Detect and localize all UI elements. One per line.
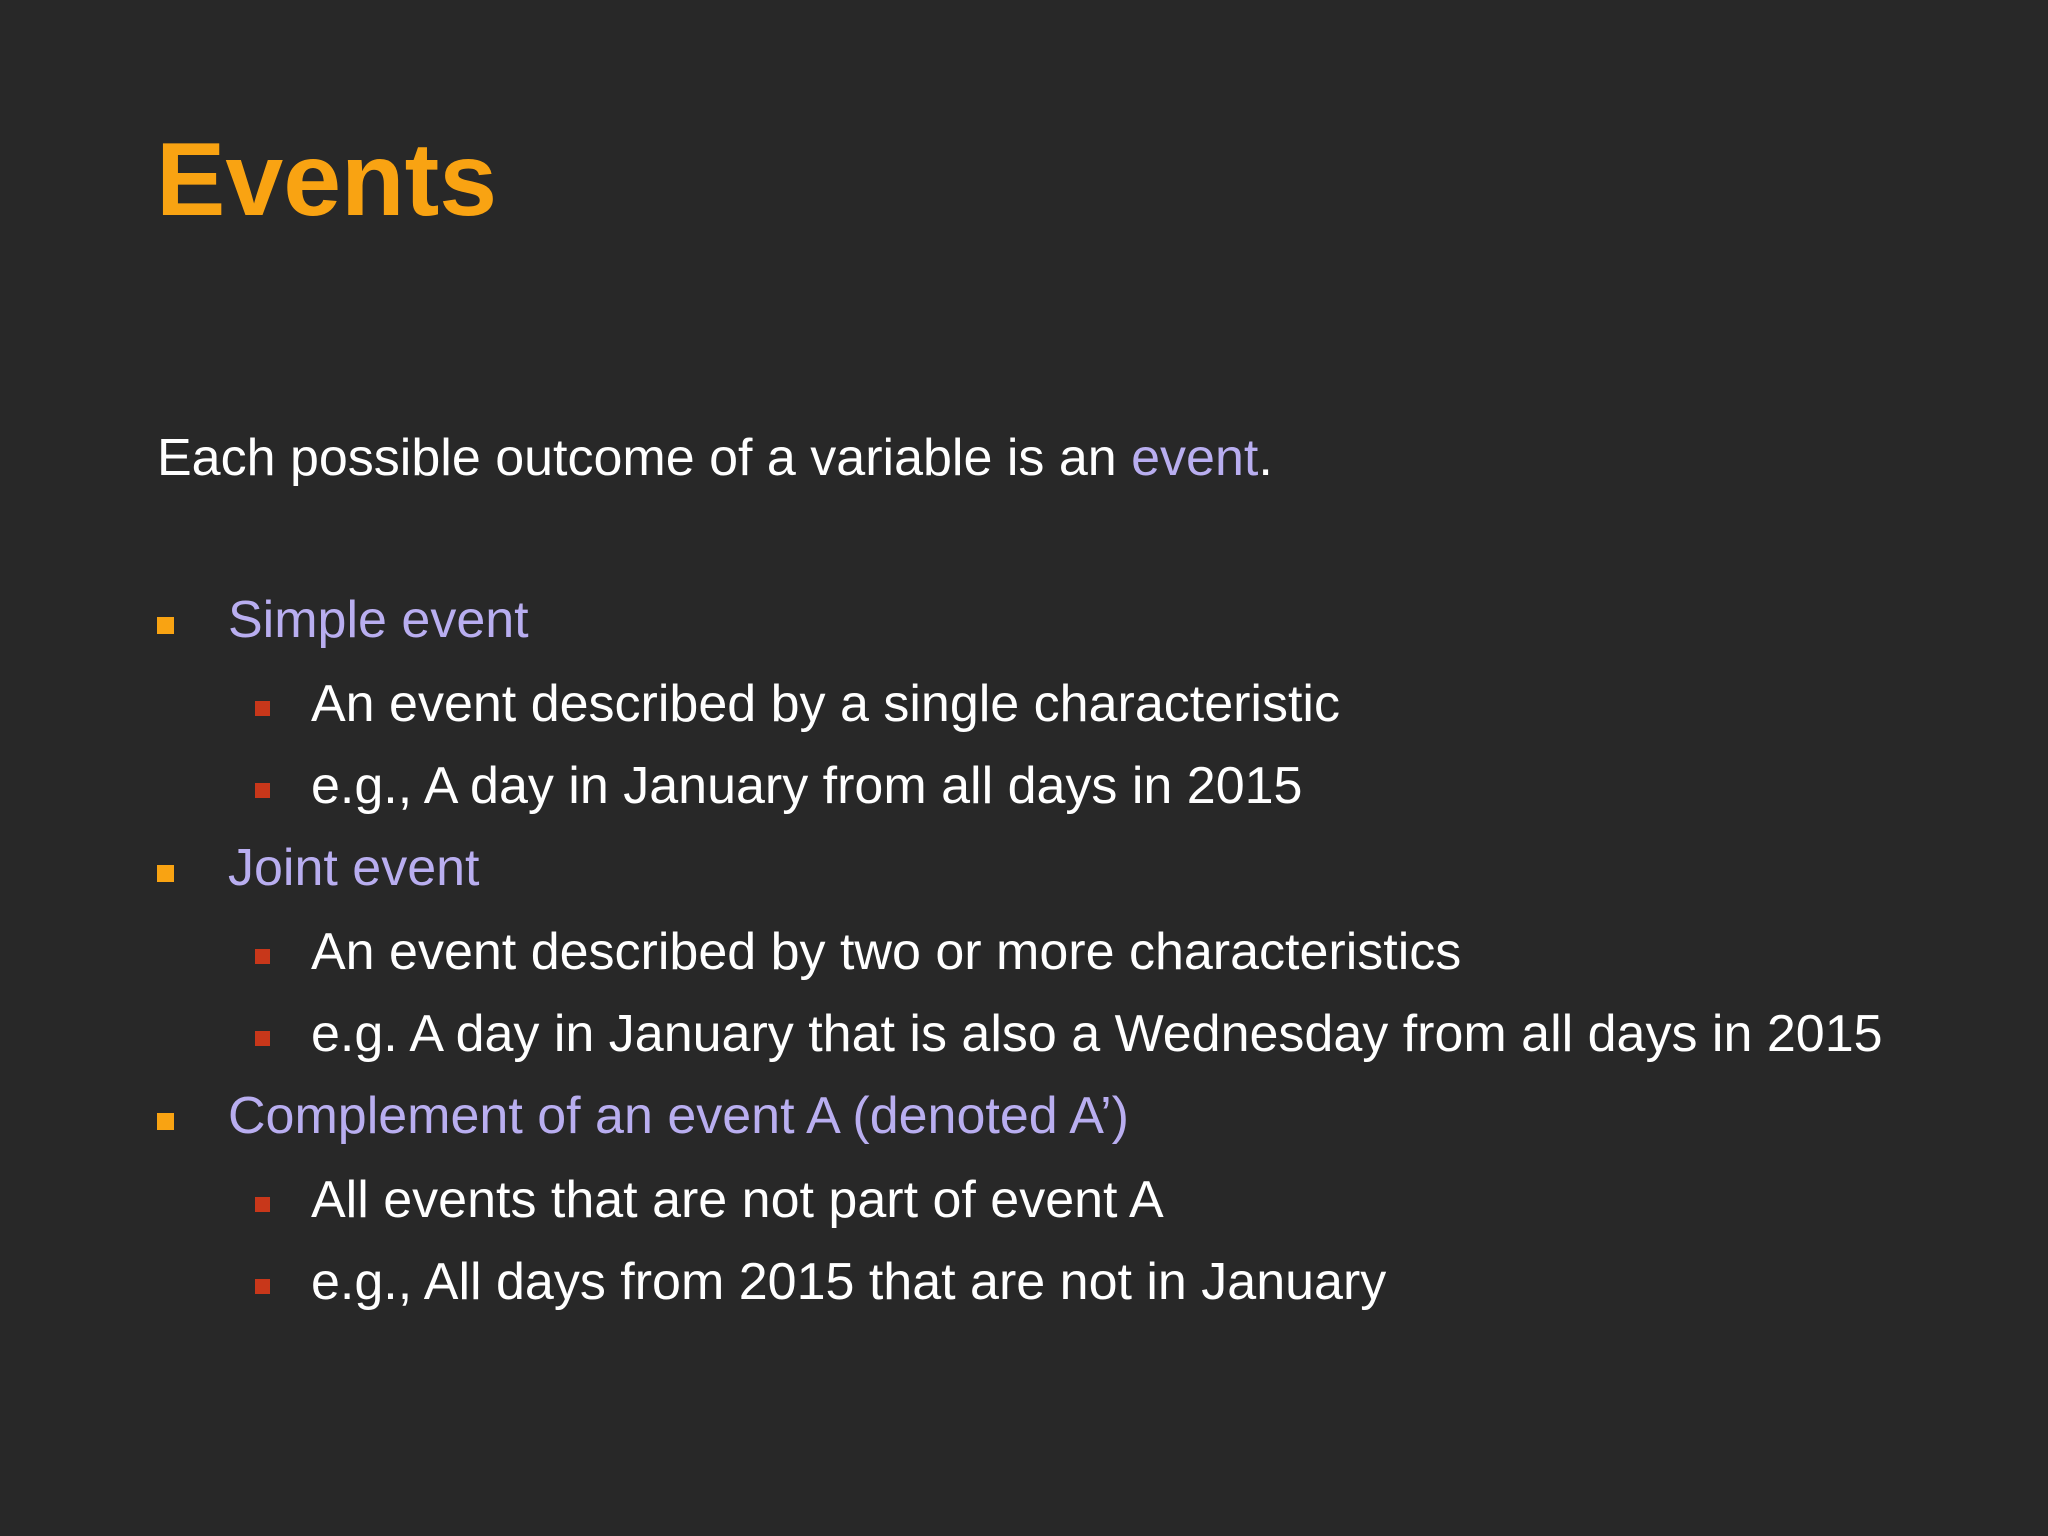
sub-item-text: e.g. A day in January that is also a Wednesday from all days in 2015 — [311, 1005, 1883, 1063]
square-bullet-icon — [157, 1113, 174, 1130]
slide-title: Events — [156, 122, 498, 238]
square-bullet-icon — [255, 701, 270, 716]
square-bullet-icon — [255, 949, 270, 964]
sub-item-text: An event described by a single characteristic — [311, 675, 1340, 733]
sub-item-text: All events that are not part of event A — [311, 1171, 1164, 1229]
square-bullet-icon — [255, 783, 270, 798]
sub-item — [157, 915, 1917, 989]
intro-sentence — [157, 423, 1273, 493]
square-bullet-icon — [255, 1279, 270, 1294]
sub-item — [157, 749, 1917, 823]
sub-item — [157, 667, 1917, 741]
sub-item-text: e.g., All days from 2015 that are not in January — [311, 1253, 1387, 1311]
list-item-complement-event — [157, 1081, 1917, 1151]
square-bullet-icon — [157, 865, 174, 882]
list-item-simple-event — [157, 585, 1917, 655]
square-bullet-icon — [255, 1197, 270, 1212]
sub-item-text: e.g., A day in January from all days in 2015 — [311, 757, 1303, 815]
square-bullet-icon — [255, 1031, 270, 1046]
sub-item — [157, 1163, 1917, 1237]
list-item-joint-event — [157, 833, 1917, 903]
intro-period: . — [1258, 429, 1273, 487]
square-bullet-icon — [157, 617, 174, 634]
list-item-label: Simple event — [228, 591, 529, 649]
intro-highlight: event — [1131, 429, 1259, 487]
bullet-list — [157, 585, 1917, 1327]
sub-item — [157, 997, 1917, 1071]
sub-item-text: An event described by two or more characteristics — [311, 923, 1462, 981]
list-item-label: Complement of an event A (denoted A’) — [228, 1087, 1129, 1145]
list-item-label: Joint event — [228, 839, 480, 897]
sub-item — [157, 1245, 1917, 1319]
intro-text: Each possible outcome of a variable is an — [157, 429, 1132, 487]
